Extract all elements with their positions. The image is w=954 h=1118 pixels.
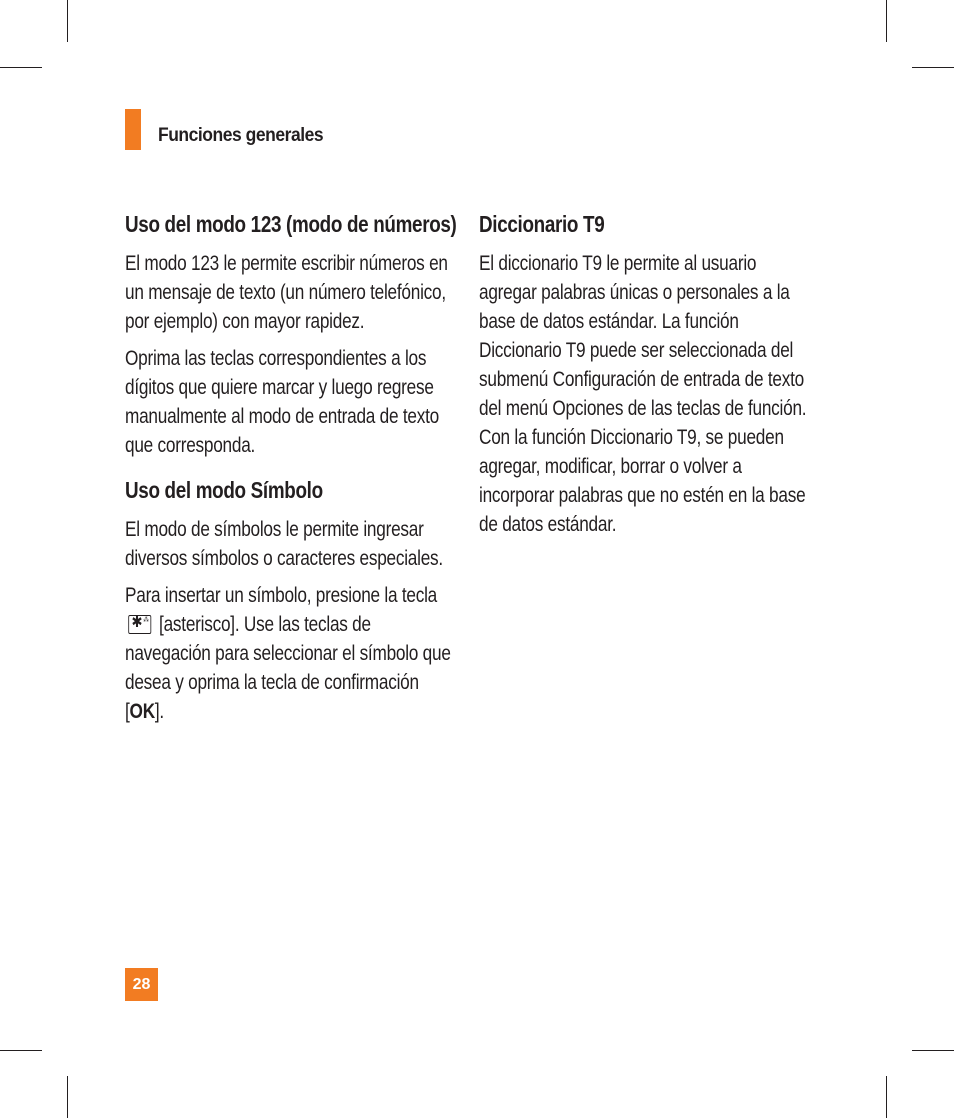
crop-mark xyxy=(0,67,42,68)
right-column xyxy=(479,212,814,547)
section-heading-123-mode: Uso del modo 123 (modo de números) xyxy=(125,211,457,237)
section-paragraph-symbol-insert xyxy=(125,581,460,726)
section-heading-symbol-mode: Uso del modo Símbolo xyxy=(125,477,323,503)
section-paragraph: Oprima las teclas correspondientes a los dígitos que quiere marcar y luego regrese manualmente al modo de entrada de texto que corresponda. xyxy=(125,347,439,457)
section-paragraph: El modo de símbolos le permite ingresar diversos símbolos o caracteres especiales. xyxy=(125,518,443,570)
text-segment: [asterisco]. Use las teclas de navegación para seleccionar el símbolo que desea y oprima la tecla de confirmación [ xyxy=(125,613,451,723)
page-number-badge: 28 xyxy=(125,968,158,1001)
section-paragraph: El diccionario T9 le permite al usuario agregar palabras únicas o personales a la base de datos estándar. La función Diccionario T9 puede ser seleccionada del submenú Configuración de entrada de texto del menú Opciones de las teclas de función. Con la función Diccionario T9, se pueden agregar, modificar, borrar o volver a incorporar palabras que no estén en la base de datos estándar. xyxy=(479,252,807,536)
page-header-title: Funciones generales xyxy=(158,125,324,146)
section-paragraph: El modo 123 le permite escribir números en un mensaje de texto (un número telefónico, por ejemplo) con mayor rapidez. xyxy=(125,252,448,333)
crop-mark xyxy=(0,1050,42,1051)
text-segment: Para insertar un símbolo, presione la tecla xyxy=(125,584,437,607)
ok-key-label: OK xyxy=(129,700,155,723)
left-column xyxy=(125,212,460,734)
crop-mark xyxy=(912,1050,954,1051)
section-heading-t9-dictionary: Diccionario T9 xyxy=(479,211,605,237)
asterisk-key-icon: ✱ ⁂ xyxy=(128,615,151,634)
crop-mark xyxy=(912,67,954,68)
crop-mark xyxy=(67,1076,68,1118)
crop-mark xyxy=(886,0,887,42)
text-segment: ]. xyxy=(154,700,164,723)
header-accent-bar xyxy=(125,109,141,150)
crop-mark xyxy=(886,1076,887,1118)
crop-mark xyxy=(67,0,68,42)
